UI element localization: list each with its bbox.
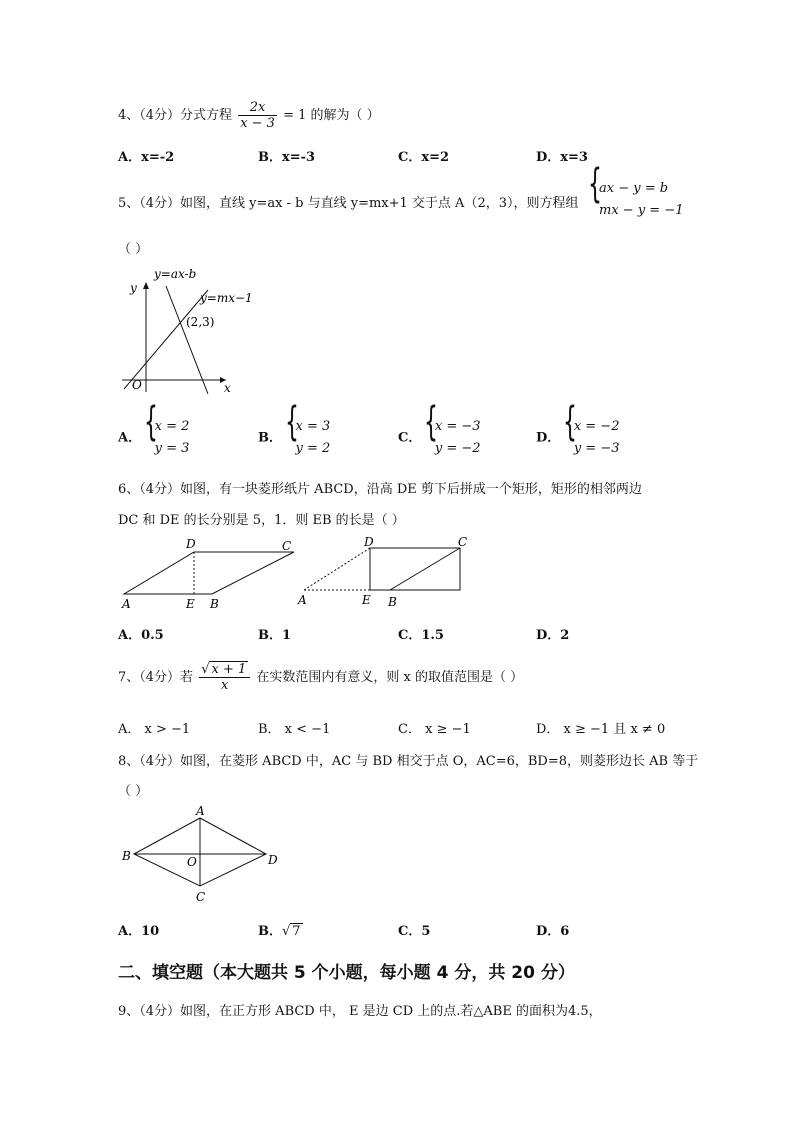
q7-option-d: D． x ≥ −1 且 x ≠ 0 (536, 722, 666, 737)
q5-option-b-letter: B． (258, 430, 282, 446)
q5-line-mx (124, 290, 208, 389)
q5-option-d-line2: y = −3 (573, 441, 620, 456)
q5-option-c (398, 416, 481, 460)
q6-cut-line (390, 548, 460, 590)
q4-stem (118, 100, 380, 131)
q8-stem: 8、（4分）如图，在菱形 ABCD 中，AC 与 BD 相交于点 O，AC=6，BD=8，则菱形边长 AB 等于 (118, 754, 699, 769)
q7-stem-prefix: 7、（4分）若 (118, 670, 194, 685)
q8-label-c: C (196, 890, 206, 904)
q5-origin-label: O (132, 378, 142, 392)
q6-dashed-side (304, 548, 370, 590)
q6-fig1-label-e: E (186, 597, 195, 611)
q4-frac-denominator: x − 3 (240, 116, 275, 131)
q6-fig1-label-a: A (122, 597, 131, 611)
q5-option-c-line2: y = −2 (434, 441, 481, 456)
q4-stem-suffix: = 1 的解为（ ） (283, 108, 380, 123)
q6-option-d: D．2 (536, 628, 570, 643)
q6-fig2-label-e: E (362, 593, 371, 607)
q5-option-b-line2: y = 2 (295, 441, 331, 456)
q8-label-b: B (122, 849, 131, 863)
q5-option-a-letter: A． (118, 430, 142, 446)
q4-option-c: C．x=2 (398, 150, 450, 165)
q8-option-a: A．10 (118, 924, 160, 939)
q8-option-c: C．5 (398, 924, 431, 939)
q5-line2-label: y=mx−1 (200, 291, 253, 305)
q6-fig1-label-b: B (210, 597, 219, 611)
q7-frac-numerator: √ x + 1 (199, 662, 250, 678)
q5-option-c-letter: C． (398, 430, 422, 446)
q5-option-a (118, 416, 189, 460)
q5-system-line-1: { ax − y = b (599, 181, 669, 196)
q6-fig1-label-d: D (186, 537, 196, 551)
q8-option-b-letter: B． (258, 924, 282, 939)
q5-paren: （ ） (118, 242, 149, 257)
q6-rhombus (124, 552, 294, 594)
q4-frac-numerator: 2x (238, 100, 277, 116)
q7-sqrt-radicand: x + 1 (211, 662, 247, 677)
q8-option-b-sqrt: √ 7 (282, 924, 301, 939)
q4-option-d: D．x=3 (536, 150, 588, 165)
q6-option-c: C．1.5 (398, 628, 444, 643)
q8-label-a: A (196, 804, 205, 818)
q8-paren: （ ） (118, 784, 149, 799)
q5-x-label: x (224, 381, 231, 395)
q5-y-axis-arrow (143, 282, 149, 289)
q6-rectangle-figure (292, 534, 482, 614)
q6-fig2-label-a: A (298, 593, 307, 607)
q5-option-c-line1: { x = −3 (434, 419, 481, 434)
q4-option-a: A．x=-2 (118, 150, 175, 165)
q4-fraction (238, 100, 277, 131)
q6-rectangle (370, 548, 460, 590)
q5-graph (118, 262, 258, 398)
q5-option-d-line1: { x = −2 (573, 419, 620, 434)
q4-stem-prefix: 4、（4分）分式方程 (118, 108, 233, 123)
section-2-heading: 二、填空题（本大题共 5 个小题，每小题 4 分，共 20 分） (118, 963, 575, 983)
q5-stem: 5、（4分）如图，直线 y=ax - b 与直线 y=mx+1 交于点 A（2，3），则方程组 (118, 196, 579, 211)
q6-fig1-label-c: C (282, 539, 292, 553)
q8-option-b (258, 920, 303, 939)
q5-line1-label: y=ax-b (154, 267, 197, 281)
q6-rhombus-figure (116, 534, 306, 614)
q7-option-b: B． x < −1 (258, 722, 331, 737)
q5-option-b-line1: { x = 3 (295, 419, 331, 434)
q7-stem-suffix: 在实数范围内有意义，则 x 的取值范围是（ ） (256, 670, 524, 685)
q5-point-label: (2,3) (186, 315, 215, 329)
q4-option-b: B．x=-3 (258, 150, 316, 165)
q6-stem-line1: 6、（4分）如图，有一块菱形纸片 ABCD，沿高 DE 剪下后拼成一个矩形，矩形的相邻两边 (118, 482, 642, 497)
q6-option-b: B．1 (258, 628, 292, 643)
q5-option-d-letter: D． (536, 430, 561, 446)
q8-option-b-radicand: 7 (292, 924, 301, 939)
q8-label-d: D (268, 853, 278, 867)
q5-equation-system (590, 178, 683, 222)
q5-system-line-2: mx − y = −1 (599, 203, 684, 218)
q8-label-o: O (187, 855, 197, 869)
q8-rhombus-figure (118, 804, 288, 908)
q5-option-b (258, 416, 330, 460)
q8-option-d: D．6 (536, 924, 570, 939)
q5-option-d (536, 416, 619, 460)
q6-option-a: A．0.5 (118, 628, 164, 643)
q6-fig2-label-b: B (388, 595, 397, 609)
q6-stem-line2: DC 和 DE 的长分别是 5，1．则 EB 的长是（ ） (118, 513, 405, 528)
q6-fig2-label-c: C (458, 535, 468, 549)
q7-fraction (199, 662, 250, 693)
q7-stem (118, 662, 523, 693)
q6-fig2-label-d: D (364, 535, 374, 549)
q7-option-a: A． x > −1 (118, 722, 191, 737)
q7-frac-denominator: x (221, 678, 229, 693)
q7-option-c: C． x ≥ −1 (398, 722, 471, 737)
q5-y-label: y (130, 281, 137, 295)
q9-stem: 9、（4分）如图，在正方形 ABCD 中， E 是边 CD 上的点.若△ABE 的面积为4.5， (118, 1004, 602, 1019)
q5-option-a-line1: { x = 2 (154, 419, 190, 434)
q5-option-a-line2: y = 3 (154, 441, 190, 456)
